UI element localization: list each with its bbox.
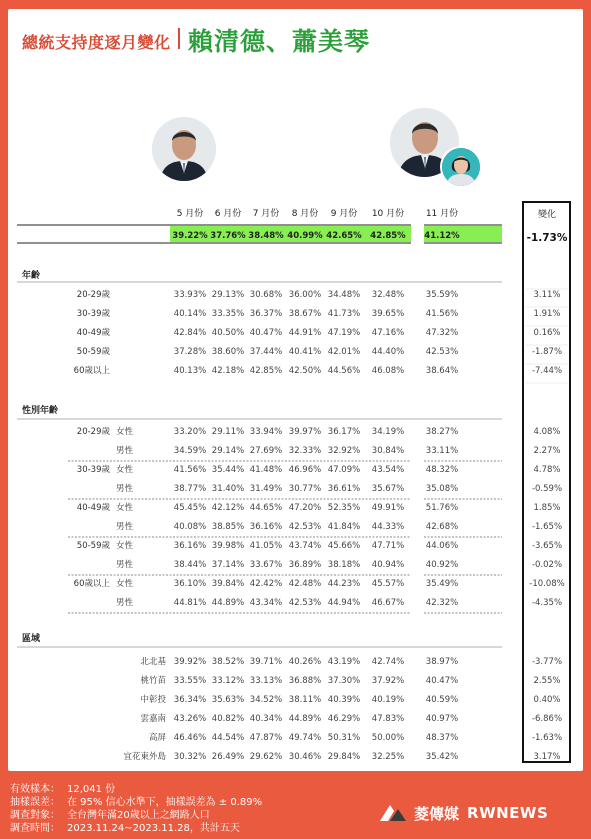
cell-value: 46.29% [327, 714, 361, 724]
cell-value: 45.45% [173, 503, 207, 513]
change-header: 變化 [537, 210, 557, 220]
cell-value: 39.97% [288, 427, 322, 437]
latest-value: 41.56% [425, 309, 459, 319]
overall-value: 42.85% [370, 231, 406, 241]
cell-value: 37.14% [211, 560, 245, 570]
latest-value: 40.97% [425, 714, 459, 724]
cell-value: 42.18% [211, 366, 245, 376]
cell-value: 39.65% [371, 309, 405, 319]
cell-value: 46.67% [371, 598, 405, 608]
cell-value: 47.20% [288, 503, 322, 513]
change-value: -3.77% [531, 657, 563, 667]
latest-value: 42.32% [425, 598, 459, 608]
change-value: 1.91% [533, 309, 561, 319]
cell-value: 42.42% [249, 579, 283, 589]
latest-value: 40.92% [425, 560, 459, 570]
row-label: 50-59歲 [76, 541, 110, 551]
cell-value: 44.54% [211, 733, 245, 743]
cell-value: 35.44% [211, 465, 245, 475]
cell-value: 38.11% [288, 695, 322, 705]
overall-value: 39.22% [172, 231, 208, 241]
change-value: -0.59% [531, 484, 563, 494]
cell-value: 33.12% [211, 676, 245, 686]
cell-value: 42.50% [288, 366, 322, 376]
cell-value: 40.41% [288, 347, 322, 357]
cell-value: 40.19% [371, 695, 405, 705]
cell-value: 31.49% [249, 484, 283, 494]
change-value: -0.02% [531, 560, 563, 570]
change-value: -10.08% [529, 579, 565, 589]
footer-value: 全台灣年滿20歲以上之網路人口 [67, 810, 210, 821]
month-header: 5 月份 [176, 209, 204, 219]
latest-value: 35.59% [425, 290, 459, 300]
gender-label: 男性 [116, 522, 134, 532]
footer-error-row [10, 796, 262, 809]
change-value: 3.11% [533, 290, 561, 300]
footer-value: 2023.11.24~2023.11.28，共計五天 [67, 823, 240, 834]
cell-value: 40.26% [288, 657, 322, 667]
cell-value: 29.13% [211, 290, 245, 300]
row-label: 60歲以上 [73, 579, 110, 589]
cell-value: 33.94% [249, 427, 283, 437]
cell-value: 37.44% [249, 347, 283, 357]
cell-value: 29.11% [211, 427, 245, 437]
footer-target-row [10, 809, 262, 822]
latest-value: 42.53% [425, 347, 459, 357]
cell-value: 32.48% [371, 290, 405, 300]
cell-value: 46.96% [288, 465, 322, 475]
cell-value: 40.34% [249, 714, 283, 724]
gender-label: 男性 [116, 446, 134, 456]
cell-value: 44.33% [371, 522, 405, 532]
cell-value: 40.13% [173, 366, 207, 376]
cell-value: 32.92% [327, 446, 361, 456]
latest-value: 33.11% [425, 446, 459, 456]
cell-value: 44.23% [327, 579, 361, 589]
cell-value: 41.05% [249, 541, 283, 551]
brand-name-en: RWNEWS [467, 804, 549, 822]
overall-value: 40.99% [287, 231, 323, 241]
cell-value: 39.98% [211, 541, 245, 551]
cell-value: 42.74% [371, 657, 405, 667]
cell-value: 50.31% [327, 733, 361, 743]
cell-value: 38.67% [288, 309, 322, 319]
change-value: 4.08% [533, 427, 561, 437]
cell-value: 38.85% [211, 522, 245, 532]
cell-value: 38.44% [173, 560, 207, 570]
cell-value: 32.33% [288, 446, 322, 456]
cell-value: 38.77% [173, 484, 207, 494]
latest-value: 40.47% [425, 676, 459, 686]
footer-key: 抽樣誤差： [10, 797, 60, 808]
footer-period-row [10, 822, 262, 835]
cell-value: 30.46% [288, 752, 322, 762]
row-label: 20-29歲 [76, 290, 110, 300]
row-label: 60歲以上 [73, 366, 110, 376]
overall-change-value: -1.73% [526, 232, 568, 244]
cell-value: 42.53% [288, 522, 322, 532]
cell-value: 42.12% [211, 503, 245, 513]
row-label: 雲嘉南 [140, 714, 166, 724]
latest-value: 38.64% [425, 366, 459, 376]
cell-value: 43.74% [288, 541, 322, 551]
cell-value: 35.63% [211, 695, 245, 705]
overall-latest-value: 41.12% [424, 231, 460, 241]
cell-value: 40.82% [211, 714, 245, 724]
cell-value: 47.87% [249, 733, 283, 743]
row-label: 高屏 [148, 733, 166, 743]
cell-value: 36.16% [173, 541, 207, 551]
change-value: -1.65% [531, 522, 563, 532]
row-label: 30-39歲 [76, 465, 110, 475]
cell-value: 44.40% [371, 347, 405, 357]
gender-label: 女性 [116, 503, 134, 513]
gender-label: 男性 [116, 598, 134, 608]
month-header: 6 月份 [214, 209, 242, 219]
cell-value: 34.48% [327, 290, 361, 300]
change-value: 0.40% [533, 695, 561, 705]
cell-value: 44.91% [288, 328, 322, 338]
cell-value: 44.81% [173, 598, 207, 608]
cell-value: 40.94% [371, 560, 405, 570]
cell-value: 34.52% [249, 695, 283, 705]
cell-value: 40.39% [327, 695, 361, 705]
cell-value: 45.66% [327, 541, 361, 551]
cell-value: 33.67% [249, 560, 283, 570]
row-label: 40-49歲 [76, 503, 110, 513]
latest-value: 40.59% [425, 695, 459, 705]
cell-value: 31.40% [211, 484, 245, 494]
cell-value: 39.92% [173, 657, 207, 667]
cell-value: 33.55% [173, 676, 207, 686]
cell-value: 43.26% [173, 714, 207, 724]
cell-value: 47.83% [371, 714, 405, 724]
month-header: 8 月份 [291, 209, 319, 219]
cell-value: 36.34% [173, 695, 207, 705]
cell-value: 41.84% [327, 522, 361, 532]
change-value: -1.63% [531, 733, 563, 743]
cell-value: 27.69% [249, 446, 283, 456]
change-value: 4.78% [533, 465, 561, 475]
cell-value: 38.52% [211, 657, 245, 667]
row-label: 北北基 [140, 657, 166, 667]
cell-value: 37.28% [173, 347, 207, 357]
gender-label: 女性 [116, 427, 134, 437]
cell-value: 41.48% [249, 465, 283, 475]
row-label: 40-49歲 [76, 328, 110, 338]
gender-label: 女性 [116, 465, 134, 475]
cell-value: 29.14% [211, 446, 245, 456]
cell-value: 44.65% [249, 503, 283, 513]
row-label: 宜花東外島 [123, 752, 166, 762]
latest-value: 35.49% [425, 579, 459, 589]
cell-value: 42.01% [327, 347, 361, 357]
change-value: 3.17% [533, 752, 561, 762]
cell-value: 36.16% [249, 522, 283, 532]
cell-value: 47.09% [327, 465, 361, 475]
footer-value: 在 95% 信心水準下，抽樣誤差為 ± 0.89% [67, 797, 263, 808]
cell-value: 37.92% [371, 676, 405, 686]
row-label: 20-29歲 [76, 427, 110, 437]
gender-label: 女性 [116, 541, 134, 551]
latest-value: 47.32% [425, 328, 459, 338]
gender-label: 女性 [116, 579, 134, 589]
change-value: -6.86% [531, 714, 563, 724]
latest-value: 38.27% [425, 427, 459, 437]
month-header: 7 月份 [252, 209, 280, 219]
cell-value: 40.47% [249, 328, 283, 338]
cell-value: 36.10% [173, 579, 207, 589]
cell-value: 47.71% [371, 541, 405, 551]
page-title-prefix: 總統支持度逐月變化 [22, 33, 171, 52]
cell-value: 42.84% [173, 328, 207, 338]
gender-label: 男性 [116, 560, 134, 570]
footer-key: 調查時間： [10, 823, 60, 834]
change-value: 2.55% [533, 676, 561, 686]
cell-value: 38.18% [327, 560, 361, 570]
latest-value: 35.08% [425, 484, 459, 494]
cell-value: 52.35% [327, 503, 361, 513]
section-title-age: 年齡 [22, 271, 41, 281]
footer-sample-row [10, 783, 262, 796]
latest-month-header: 11 月份 [425, 209, 459, 219]
cell-value: 46.46% [173, 733, 207, 743]
footer-key: 有效樣本： [10, 784, 60, 795]
change-value: 0.16% [533, 328, 561, 338]
cell-value: 45.57% [371, 579, 405, 589]
row-label: 桃竹苗 [140, 676, 166, 686]
latest-value: 48.37% [425, 733, 459, 743]
change-value: 1.85% [533, 503, 561, 513]
cell-value: 26.49% [211, 752, 245, 762]
cell-value: 30.32% [173, 752, 207, 762]
cell-value: 42.48% [288, 579, 322, 589]
footer-value: 12,041 份 [67, 784, 116, 795]
cell-value: 44.89% [211, 598, 245, 608]
change-value: -7.44% [531, 366, 563, 376]
cell-value: 49.74% [288, 733, 322, 743]
cell-value: 29.84% [327, 752, 361, 762]
row-label: 50-59歲 [76, 347, 110, 357]
cell-value: 36.61% [327, 484, 361, 494]
cell-value: 44.94% [327, 598, 361, 608]
cell-value: 30.77% [288, 484, 322, 494]
row-label: 中彰投 [140, 695, 166, 705]
cell-value: 35.67% [371, 484, 405, 494]
overall-value: 37.76% [210, 231, 246, 241]
cell-value: 39.71% [249, 657, 283, 667]
cell-value: 41.56% [173, 465, 207, 475]
cell-value: 43.54% [371, 465, 405, 475]
latest-value: 44.06% [425, 541, 459, 551]
cell-value: 39.84% [211, 579, 245, 589]
change-value: -3.65% [531, 541, 563, 551]
cell-value: 42.53% [288, 598, 322, 608]
change-value: -1.87% [531, 347, 563, 357]
change-value: -4.35% [531, 598, 563, 608]
survey-footer [10, 783, 262, 835]
cell-value: 44.89% [288, 714, 322, 724]
cell-value: 44.56% [327, 366, 361, 376]
cell-value: 43.19% [327, 657, 361, 667]
cell-value: 47.16% [371, 328, 405, 338]
page-title-names: 賴清德、蕭美琴 [188, 27, 371, 56]
cell-value: 36.37% [249, 309, 283, 319]
cell-value: 38.60% [211, 347, 245, 357]
latest-value: 38.97% [425, 657, 459, 667]
cell-value: 37.30% [327, 676, 361, 686]
cell-value: 36.00% [288, 290, 322, 300]
overall-value: 38.48% [248, 231, 284, 241]
month-header: 10 月份 [371, 209, 405, 219]
cell-value: 32.25% [371, 752, 405, 762]
cell-value: 40.50% [211, 328, 245, 338]
latest-value: 51.76% [425, 503, 459, 513]
cell-value: 36.88% [288, 676, 322, 686]
cell-value: 40.14% [173, 309, 207, 319]
cell-value: 43.34% [249, 598, 283, 608]
brand-logo [378, 801, 548, 825]
gender-label: 男性 [116, 484, 134, 494]
row-label: 30-39歲 [76, 309, 110, 319]
cell-value: 34.59% [173, 446, 207, 456]
latest-value: 42.68% [425, 522, 459, 532]
month-header: 9 月份 [330, 209, 358, 219]
cell-value: 40.08% [173, 522, 207, 532]
latest-value: 48.32% [425, 465, 459, 475]
overall-value: 42.65% [326, 231, 362, 241]
rwnews-logo-icon [378, 801, 408, 825]
cell-value: 33.20% [173, 427, 207, 437]
cell-value: 41.73% [327, 309, 361, 319]
cell-value: 47.19% [327, 328, 361, 338]
footer-key: 調查對象： [10, 810, 60, 821]
cell-value: 50.00% [371, 733, 405, 743]
cell-value: 36.17% [327, 427, 361, 437]
cell-value: 33.13% [249, 676, 283, 686]
cell-value: 34.19% [371, 427, 405, 437]
section-title-region: 區域 [22, 634, 41, 644]
cell-value: 46.08% [371, 366, 405, 376]
latest-value: 35.42% [425, 752, 459, 762]
cell-value: 33.93% [173, 290, 207, 300]
cell-value: 33.35% [211, 309, 245, 319]
cell-value: 42.85% [249, 366, 283, 376]
change-value: 2.27% [533, 446, 561, 456]
section-title-gender-age: 性別年齡 [22, 406, 59, 416]
brand-name-cn: 菱傳媒 [414, 804, 460, 823]
cell-value: 30.68% [249, 290, 283, 300]
cell-value: 29.62% [249, 752, 283, 762]
cell-value: 36.89% [288, 560, 322, 570]
cell-value: 49.91% [371, 503, 405, 513]
cell-value: 30.84% [371, 446, 405, 456]
